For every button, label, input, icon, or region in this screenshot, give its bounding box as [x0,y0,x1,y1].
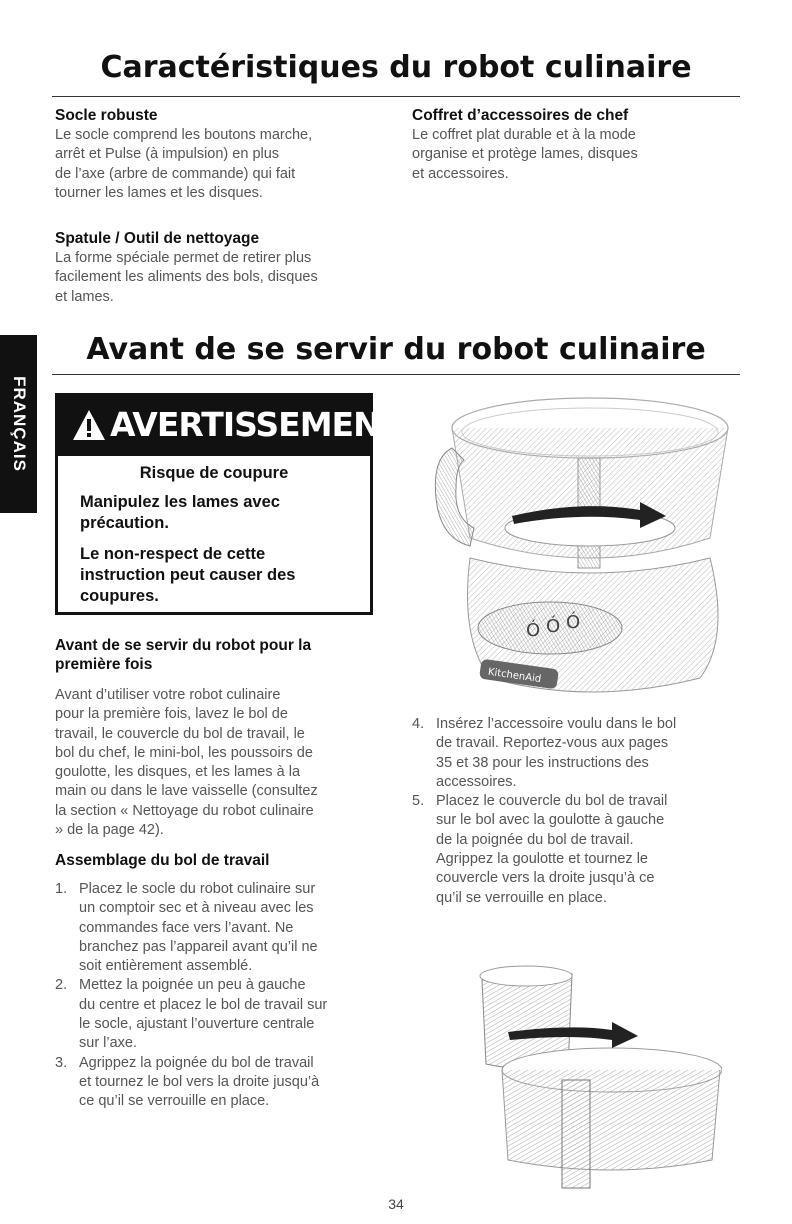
list-item: 4. Insérez l’accessoire voulu dans le bol de travail. Reportez-vous aux pages 35 et 38 pour les instructions des accessoires. [412,716,677,790]
assembly-steps-left [55,880,385,1112]
page-title-features: Caractéristiques du robot culinaire [100,50,692,85]
page-number: 34 [388,1196,404,1212]
heading-spatula: Spatule / Outil de nettoyage [55,230,260,247]
page-title-before-use: Avant de se servir du robot culinaire [86,332,706,367]
heading-assembly: Assemblage du bol de travail [55,852,270,869]
brand-logo: KitchenAid [487,666,542,686]
svg-text:Ó: Ó [566,612,581,633]
svg-text:Ó: Ó [546,616,561,637]
list-item: 2. Mettez la poignée un peu à gauche du centre et placez le bol de travail sur le socle, ajustant l’ouverture centrale sur l’axe. [55,977,328,1052]
warning-box [55,393,402,615]
warning-label: AVERTISSEMENT [110,405,402,444]
list-item: 5. Placez le couvercle du bol de travail sur le bol avec la goulotte à gauche de la poignée du bol de travail. Agrippez la goulotte et tournez le couvercle vers la droite jusqu’à ce qu’il se verrouille en place. [412,793,668,906]
warning-triangle-icon [72,409,106,441]
svg-text:Ó: Ó [526,620,541,641]
title-rule [52,96,740,97]
assembly-steps-right [412,715,742,908]
title-rule-2 [52,374,740,375]
bowl-lid-illustration [462,960,722,1190]
warning-line2: Le non-respect de cette instruction peut causer des coupures. [80,545,296,605]
list-item: 1. Placez le socle du robot culinaire sur un comptoir sec et à niveau avec les commandes face vers l’avant. Ne branchez pas l’appareil avant qu’il ne soit entièrement assemblé. [55,881,318,975]
language-tab-label: FRANÇAIS [9,376,29,472]
warning-line1: Manipulez les lames avec précaution. [80,493,280,532]
text-spatula: La forme spéciale permet de retirer plus facilement les aliments des bols, disques et lames. [55,250,318,305]
heading-base: Socle robuste [55,107,158,124]
heading-first-use: Avant de se servir du robot pour la première fois [55,637,312,673]
text-case: Le coffret plat durable et à la mode organise et protège lames, disques et accessoires. [412,127,638,182]
text-base: Le socle comprend les boutons marche, arrêt et Pulse (à impulsion) en plus de l’axe (arbre de commande) qui fait tourner les lames et les disques. [55,127,313,201]
heading-case: Coffret d’accessoires de chef [412,107,629,124]
text-first-use: Avant d’utiliser votre robot culinaire pour la première fois, lavez le bol de travail, le couvercle du bol de travail, le bol du chef, le mini-bol, les poussoirs de goulotte, les disques, et les lames à la main ou dans le lave vaisselle (consultez la section « Nettoyage du robot culinaire » de la page 42). [55,687,318,839]
food-processor-illustration [430,388,750,706]
warning-header [58,396,402,456]
list-item: 3. Agrippez la poignée du bol de travail et tournez le bol vers la droite jusqu’à ce qu’il se verrouille en place. [55,1054,320,1110]
warning-title: Risque de coupure [139,464,289,482]
